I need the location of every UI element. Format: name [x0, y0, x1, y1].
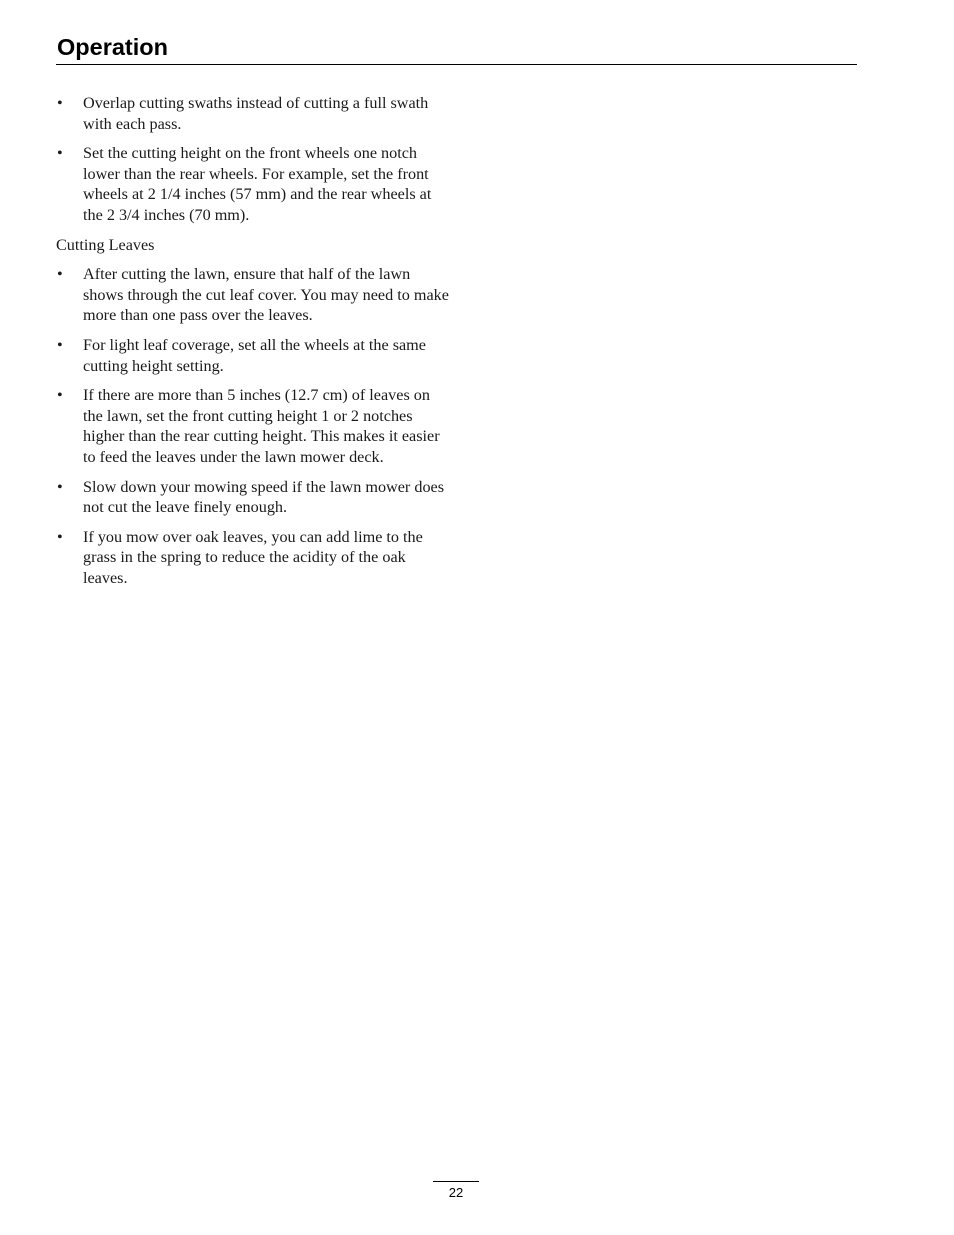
- list-item: [56, 385, 452, 467]
- list-item-text: If there are more than 5 inches (12.7 cm) of leaves on the lawn, set the front cutting height 1 or 2 notches higher than the rear cutting height. This makes it easier to feed the leaves under the lawn mower deck.: [83, 386, 440, 466]
- list-item: [56, 477, 452, 518]
- list-item: [56, 527, 452, 589]
- list-item: [56, 335, 452, 376]
- page-title: Operation: [57, 34, 168, 60]
- list-item-text: If you mow over oak leaves, you can add lime to the grass in the spring to reduce the acidity of the oak leaves.: [83, 527, 423, 587]
- page-footer: [433, 1181, 479, 1204]
- bullet-icon: •: [57, 527, 63, 546]
- cutting-leaves-bullet-list: [56, 264, 452, 588]
- list-item-text: Set the cutting height on the front wheels one notch lower than the rear wheels. For example, set the front wheels at 2 1/4 inches (57 mm) and the rear wheels at the 2 3/4 inches (70 mm).: [83, 144, 432, 224]
- bullet-icon: •: [57, 94, 63, 112]
- list-item-text: Slow down your mowing speed if the lawn mower does not cut the leave finely enough.: [83, 477, 445, 517]
- page-header: [56, 30, 857, 65]
- list-item: [56, 143, 452, 225]
- bullet-icon: •: [57, 144, 63, 163]
- section-label-cutting-leaves: Cutting Leaves: [56, 235, 155, 254]
- bullet-icon: •: [57, 477, 63, 496]
- bullet-icon: •: [57, 386, 63, 405]
- main-content: [56, 93, 452, 597]
- intro-bullet-list: [56, 93, 452, 226]
- page-number: 22: [448, 1185, 464, 1200]
- bullet-icon: •: [57, 335, 63, 354]
- list-item-text: Overlap cutting swaths instead of cutting a full swath with each pass.: [83, 94, 429, 133]
- bullet-icon: •: [57, 265, 63, 284]
- list-item: [56, 264, 452, 326]
- list-item-text: For light leaf coverage, set all the wheels at the same cutting height setting.: [83, 335, 426, 375]
- list-item-text: After cutting the lawn, ensure that half of the lawn shows through the cut leaf cover. You may need to make more than one pass over the leaves.: [83, 265, 449, 325]
- list-item: [56, 93, 452, 134]
